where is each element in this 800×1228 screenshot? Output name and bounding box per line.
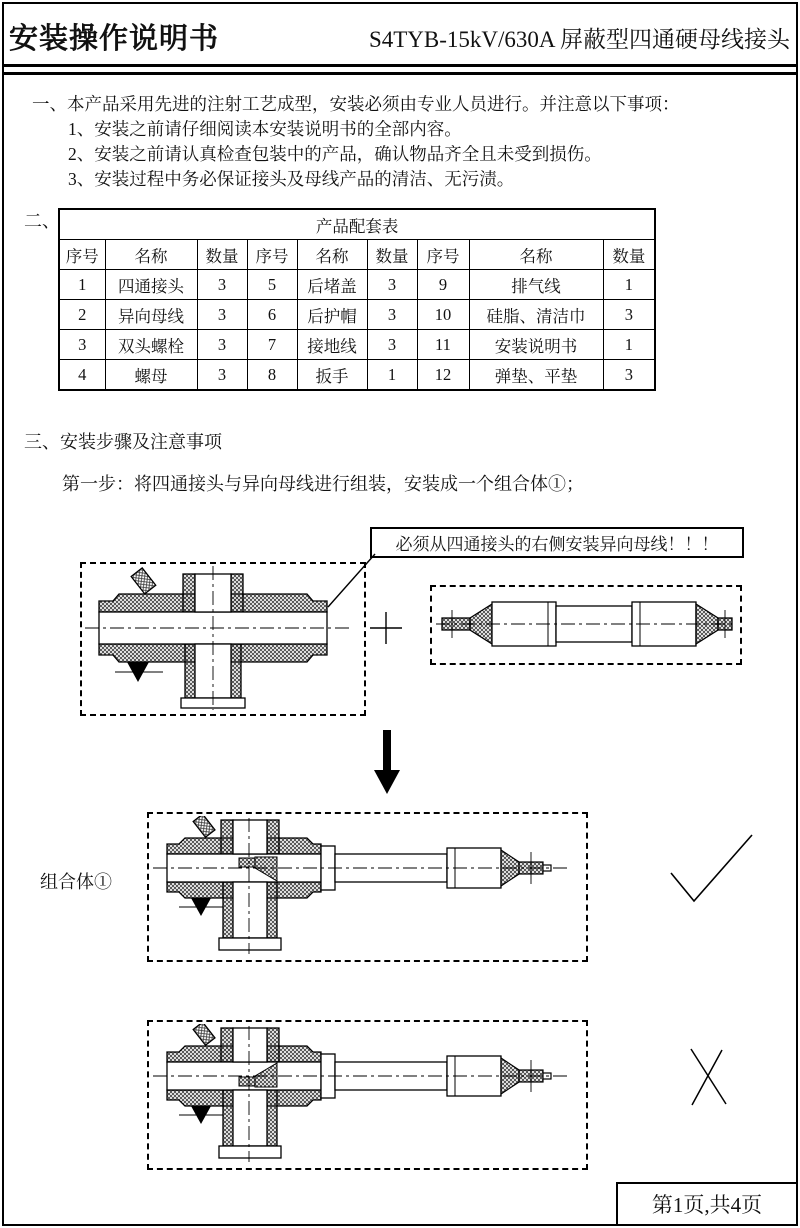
col-header: 数量 [197,240,247,270]
assembly-label: 组合体① [40,872,112,892]
parts-table-header-row [59,240,655,270]
vent-nozzle [131,568,156,594]
table-cell: 3 [603,300,655,330]
table-row [59,270,655,300]
table-cell: 硅脂、清洁巾 [469,300,603,330]
down-arrow-icon [370,730,404,798]
col-header: 数量 [603,240,655,270]
section-1-item: 2、安装之前请认真检查包装中的产品，确认物品齐全且未受到损伤。 [68,144,602,164]
col-header: 名称 [469,240,603,270]
table-cell: 9 [417,270,469,300]
table-cell: 1 [603,330,655,360]
page-border [2,2,798,1226]
four-way-joint-box [80,562,366,716]
header-rule-bottom [2,72,798,75]
table-cell: 弹垫、平垫 [469,360,603,391]
step-1-text: 第一步：将四通接头与异向母线进行组装，安装成一个组合体①； [62,474,584,494]
warning-callout [370,527,744,558]
table-row [59,330,655,360]
table-cell: 2 [59,300,105,330]
table-cell: 6 [247,300,297,330]
product-model-title: S4TYB-15kV/630A 屏蔽型四通硬母线接头 [368,27,790,52]
table-cell: 7 [247,330,297,360]
warning-text: 必须从四通接头的右侧安装异向母线！！！ [395,535,719,554]
page-number-box [616,1182,798,1226]
table-cell: 3 [197,270,247,300]
table-cell: 3 [197,300,247,330]
col-header: 名称 [297,240,367,270]
table-cell: 3 [197,360,247,391]
section-1-item: 1、安装之前请仔细阅读本安装说明书的全部内容。 [68,119,462,139]
section-2-label: 二、 [24,211,60,231]
section-1-intro: 一、本产品采用先进的注射工艺成型，安装必须由专业人员进行。并注意以下事项： [32,94,680,114]
table-cell: 12 [417,360,469,391]
busbar-box [430,585,742,665]
x-mark-icon [688,1046,730,1108]
table-cell: 11 [417,330,469,360]
table-cell: 3 [59,330,105,360]
table-cell: 1 [603,270,655,300]
col-header: 序号 [59,240,105,270]
table-cell: 3 [603,360,655,391]
check-mark-icon [664,828,759,910]
table-cell: 安装说明书 [469,330,603,360]
col-header: 名称 [105,240,197,270]
header-rule-top [2,64,798,67]
table-cell: 排气线 [469,270,603,300]
table-cell: 10 [417,300,469,330]
assembly-wrong-box [147,1020,588,1170]
table-cell: 后护帽 [297,300,367,330]
assembly-wrong-diagram [151,1024,581,1164]
section-1-notes [32,92,680,192]
section-3-heading: 三、安装步骤及注意事项 [24,432,222,452]
table-cell: 3 [367,330,417,360]
table-cell: 3 [367,270,417,300]
assembly-correct-box [147,812,588,962]
table-cell: 4 [59,360,105,391]
table-cell: 3 [367,300,417,330]
assembly-correct-diagram [151,816,581,956]
table-cell: 8 [247,360,297,391]
table-cell: 异向母线 [105,300,197,330]
busbar-diagram [436,588,736,660]
col-header: 数量 [367,240,417,270]
page-number-text: 第1页,共4页 [651,1193,763,1217]
table-cell: 3 [197,330,247,360]
four-way-joint-diagram [83,564,363,712]
col-header: 序号 [417,240,469,270]
table-cell: 接地线 [297,330,367,360]
table-cell: 1 [59,270,105,300]
table-cell: 1 [367,360,417,391]
table-cell: 后堵盖 [297,270,367,300]
parts-table-title: 产品配套表 [59,209,655,240]
parts-table [58,208,656,391]
table-cell: 扳手 [297,360,367,391]
table-row [59,300,655,330]
page-title: 安装操作说明书 [9,23,220,55]
plus-icon [368,610,404,646]
section-1-item: 3、安装过程中务必保证接头及母线产品的清洁、无污渍。 [68,169,515,189]
table-row [59,360,655,391]
col-header: 序号 [247,240,297,270]
table-cell: 四通接头 [105,270,197,300]
table-cell: 5 [247,270,297,300]
table-cell: 螺母 [105,360,197,391]
table-cell: 双头螺栓 [105,330,197,360]
